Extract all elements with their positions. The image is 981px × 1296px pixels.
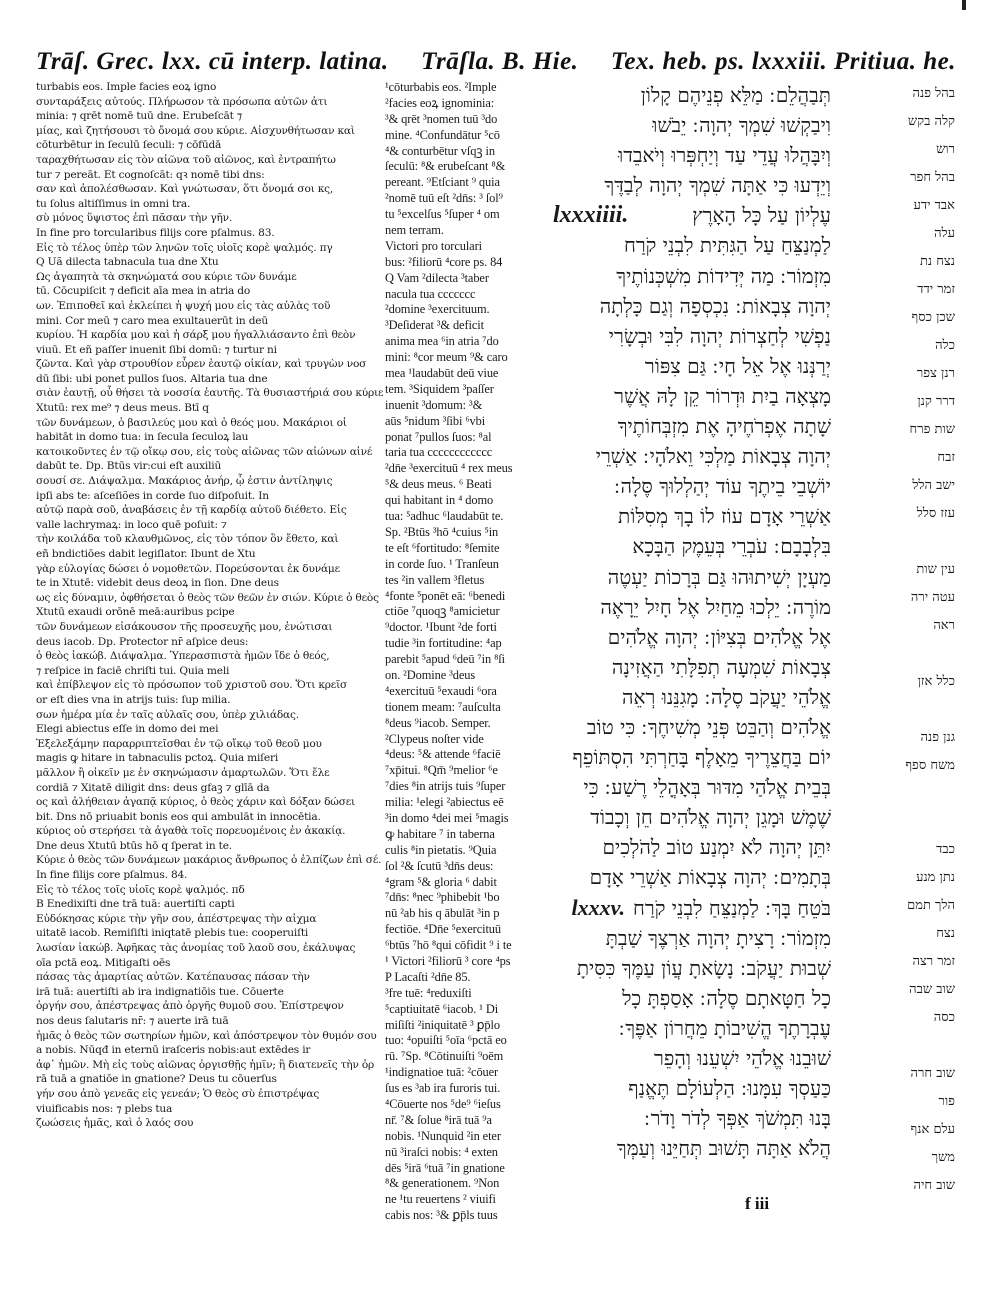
greek-column-line: συνταράξεις αὐτούς. Πλήρωσον τὰ πρόσωπα αὐτῶν ἀτι	[36, 95, 328, 108]
hebrew-root-gloss: פור	[938, 1094, 955, 1109]
greek-column-line: In fine pro torcularibus filijs core pſalmus. 83.	[36, 226, 275, 239]
hebrew-column-line: בְּבֵית אֱלֹהַי מִדּוּר בְּאָהֳלֵי רֶשַׁע ׃ כִּי	[583, 775, 831, 800]
latin-column-line: ²dn̄e ³exercituū ⁴ rex meus	[385, 461, 513, 476]
greek-column-line: σὺ μόνος ὕψιστος ἐπὶ πᾶσαν τὴν γῆν.	[36, 212, 233, 225]
latin-column-line: ſus es ³ab ira furoris tui.	[385, 1081, 501, 1096]
greek-column-line: magis ꝙ hitare in tabnaculis pctoꝝ. Quia miſeri	[36, 752, 279, 765]
latin-column-line: rū. ⁷Sp. ⁸Cōtinuiſti ⁹oēm	[385, 1049, 504, 1064]
latin-column-line: nem terram.	[385, 223, 444, 238]
latin-column-line: pereant. ⁹Etſciant ⁹ quia	[385, 175, 500, 190]
greek-column-line: ὁ θεὸς ἰακώβ. Διάψαλμα. Ὑπερασπιστὰ ἡμῶν ἴδε ὁ θεός,	[36, 650, 330, 663]
hebrew-root-gloss: דרר קנן	[917, 394, 955, 409]
hebrew-column-line: יוֹשְׁבֵי בֵיתֶךָ עוֹד יְהַלְלוּךָ סֶּלָה ׃	[614, 474, 831, 499]
greek-column-line: eñ bndictiōes dabit legiſlator. Ibunt de Xtu	[36, 548, 256, 560]
latin-column-line: ꝙ habitare ⁷ in taberna	[385, 826, 495, 841]
latin-column-line: ²Clypeus noſter vide	[385, 731, 484, 746]
hebrew-root-gloss: גנן פנה	[920, 730, 955, 745]
greek-column-line: ως εἰς δύναμιν, ὀφθήσεται ὁ θεὸς τῶν θεῶν ἐν σιών. Κύριε ὁ θεὸς	[36, 591, 379, 604]
latin-column-line: tu ⁵excelſus ⁵ſuper ⁴ om	[385, 207, 500, 222]
latin-column-title: Trāſla. B. Hie.	[421, 48, 579, 75]
greek-column-line: σαν καὶ ἀπολέσθωσαν. Καὶ γνώτωσαν, ὅτι ὄνομά σοι κς,	[36, 183, 334, 196]
latin-column-line: ⁶btūs ⁷hō ⁸qui cōfidit ⁹ i te	[385, 938, 512, 953]
hebrew-root-gloss: עטה ירה	[910, 590, 955, 605]
latin-column-line: miſiſti ²iniquitatē ³ ꝑp̄lo	[385, 1017, 500, 1032]
greek-column-line: viuū. Et eñ paſſer inuenit ſibi domū: ⁊ turtur ni	[36, 343, 277, 356]
hebrew-column-line: יְהוָה צְבָאוֹת ׃ נִכְסְפָה וְגַם כָּלְתָה	[599, 293, 831, 318]
hebrew-column-line: שׁוּבֵנוּ אֱלֹהֵי יִשְׁעֵנוּ וְהָפֵר	[654, 1046, 831, 1070]
hebrew-column-line: תְּבַהֲלֵם ׃ מַלֵּא פְנֵיהֶם קָלוֹן	[640, 83, 831, 107]
hebrew-root-gloss: שוב חרה	[910, 1066, 955, 1081]
hebrew-column-line: שֶׁמֶשׁ וּמָגֵן יְהוָה אֱלֹהִים חֵן וְכָבוֹד	[590, 805, 831, 830]
greek-column-line: uitatē iacob. Remiſiſti iniqtatē plebis tue: cooperuiſti	[36, 927, 309, 940]
latin-column-line: ¹ Victori ²filiorū ³ core ⁴ps	[385, 953, 511, 968]
page-header	[36, 40, 956, 76]
hebrew-root-gloss: נתן מנע	[916, 870, 955, 885]
greek-column-line: ζῶντα. Καὶ γὰρ στρουθίον εὗρεν ἑαυτῷ οἰκίαν, καὶ τρυγὼν νοσ	[36, 358, 367, 371]
latin-column-line: ⁴& conturbētur vſqꝫ in	[385, 143, 495, 158]
hebrew-column-line: כָל חַטָּאתָם סֶלָה ׃ אָסַפְתָּ כָל	[622, 985, 831, 1010]
greek-column-line: Ως ἀγαπητὰ τὰ σκηνώματά σου κύριε τῶν δυνάμε	[36, 270, 297, 283]
greek-column-line: valle lachrymaꝝ: in loco quē poſuit: ⁊	[36, 518, 227, 531]
greek-column-line: κατοικοῦντες ἐν τῷ οἴκῳ σου, εἰς τοὺς αἰῶνας τῶν αἰώνων αἰνέ	[36, 445, 373, 458]
greek-column-line: Xtutū: rex me⁹ ⁊ deus meus. Btī q	[36, 402, 209, 415]
hebrew-line-text: בֹּטֵחַ בָּךְ ׃ לַמְנַצֵּחַ לִבְנֵי קֹרַח	[633, 895, 831, 920]
greek-column-line: ταραχθήτωσαν εἰς τὸν αἰῶνα τοῦ αἰῶνος, καὶ ἐντραπήτω	[36, 153, 336, 166]
greek-column-line: τῶν δυνάμεων εἰσάκουσον τῆς προσευχῆς μου, ἐνώτισαι	[36, 620, 333, 633]
hebrew-column-line: לַמְנַצֵּחַ עַל הַגִּתִּית לִבְנֵי קֹרַח	[624, 233, 831, 258]
hebrew-column-line: מִזְמוֹר ׃ רָצִיתָ יְהוָה אַרְצֶךָ שַׁבְתָּ	[605, 925, 831, 950]
latin-column-line: ne ¹tu reuertens ² viuifi	[385, 1192, 496, 1207]
hebrew-column-line: מָצְאָה בַיִת וּדְרוֹר קֵן לָהּ אֲשֶׁר	[614, 383, 831, 408]
greek-column-line: πάσας τὰς ἁμαρτίας αὐτῶν. Κατέπαυσας πάσαν τὴν	[36, 971, 310, 984]
latin-column-line: ⁷dn̄s: ⁸nec ⁹phibebit ¹bo	[385, 890, 500, 905]
greek-column-line: αὐτῷ παρὰ σοῦ, ἀναβάσεις ἐν τῇ καρδίᾳ αὐτοῦ διέθετο. Εἰς	[36, 504, 347, 517]
greek-column-line: σουσί σε. Διάψαλμα. Μακάριος ἀνήρ, ᾧ ἐστιν ἀντίληψις	[36, 475, 333, 488]
greek-column-line: σων ἡμέρα μία ἐν ταῖς αὐλαῖς σου, ὑπὲρ χιλιάδας.	[36, 708, 299, 721]
hebrew-root-gloss: זמר ידד	[917, 282, 955, 297]
hebrew-column-line: אַשְׁרֵי אָדָם עוֹז לוֹ בָךְ מְסִלּוֹת	[618, 504, 831, 529]
greek-column-line: minia: ⁊ qrēt nomē tuū dne. Erubeſcāt ⁊	[36, 110, 242, 123]
latin-column-line: anima mea ⁶in atria ⁷do	[385, 334, 499, 349]
greek-column-line: μᾶλλον ἢ οἰκεῖν με ἐν σκηνώμασιν ἁμαρτωλῶν. Ὅτι ἔλε	[36, 766, 330, 779]
latin-column-line: tionem meam: ⁷auſculta	[385, 699, 501, 714]
hebrew-column-line: שְׁבוּת יַעֲקֹב ׃ נָשָׂאתָ עֲוֹן עַמֶּךָ כִּסִּיתָ	[576, 955, 831, 980]
latin-column-line: mea ¹laudabūt deū viue	[385, 366, 499, 381]
latin-column-line: cabis nos: ³& ꝑp̄ls tuus	[385, 1208, 498, 1223]
latin-column-line: ³fre tuē: ⁴reduxiſti	[385, 985, 472, 1000]
greek-column-line: κυρίου. Ἡ καρδία μου καὶ ἡ σάρξ μου ἠγαλλιάσαντο ἐπὶ θεὸν	[36, 329, 356, 342]
greek-column-line: Κύριε ὁ θεὸς τῶν δυνάμεων μακάριος ἄνθρωπος ὁ ἐλπίζων ἐπὶ σέ.	[36, 854, 382, 867]
hebrew-root-gloss: הלך תמם	[907, 898, 955, 913]
hebrew-column-line: עֶבְרָתֶךָ הֱשִׁיבוֹתָ מֵחֲרוֹן אַפֶּךָ ׃	[618, 1015, 831, 1040]
hebrew-root-gloss: שוב חיה	[913, 1178, 955, 1193]
hebrew-root-gloss: בהל פנה	[912, 86, 955, 101]
hebrew-root-gloss	[835, 696, 955, 724]
hebrew-column-line: הֲלֹא אַתָּה תָּשׁוּב תְּחַיֵּנוּ וְעַמְּךָ	[616, 1136, 831, 1161]
latin-column-line: ²nomē tuū eſt ²dn̄s: ³ ſol⁹	[385, 191, 503, 206]
greek-column-line: turbabis eos. Imple facies eoꝝ igno	[36, 81, 217, 93]
hebrew-column-title: Tex. heb. ps. lxxxiii. Pritiua. he.	[610, 48, 956, 75]
latin-column-line: ſol ²& ſcutū ³dn̄s deus:	[385, 858, 494, 873]
latin-column-line: ²domine ³exercituum.	[385, 302, 490, 317]
latin-column-line: ⁴fonte ⁵ponēt eā: ⁶benedi	[385, 588, 506, 603]
greek-column-line: cordiā ⁊ Xitatē diligit dns: deus gfaꝫ ⁊ glīā da	[36, 781, 270, 794]
hebrew-column-line: צְבָאוֹת שִׁמְעָה תְפִלָּתִי הַאֲזִינָה	[611, 654, 831, 679]
greek-latin-interlinear-column	[36, 80, 384, 1210]
greek-column-title: Trāſ. Grec. lxx. cū interp. latina.	[36, 48, 389, 75]
hebrew-root-gloss: משך	[931, 1150, 955, 1165]
latin-column-line: tem. ³Siquidem ³paſſer	[385, 381, 494, 396]
latin-column-line: tuo: ⁴opuiſti ⁵oīa ⁶pctā eo	[385, 1033, 507, 1048]
latin-column-line: ¹indignatioe tuā: ²cōuer	[385, 1065, 499, 1080]
greek-column-line: ος καὶ ἀλήθειαν ἀγαπᾷ κύριος, ὁ θεὸς χάριν καὶ δόξαν δώσει	[36, 796, 355, 809]
greek-column-line: B Enedixiſti dne trā tuā: auertiſti capti	[36, 898, 235, 911]
greek-column-line: λωσίαν ἰακώβ. Ἀφῆκας τὰς ἀνομίας τοῦ λαοῦ σου, ἐκάλυψας	[36, 942, 356, 955]
hebrew-column-line: וְיֵדְעוּ כִּי אַתָּה שִׁמְךָ יְהוָה לְבַדֶּךָ	[604, 173, 831, 198]
latin-column-line: ³& qrēt ³nomen tuū ³do	[385, 111, 498, 126]
hebrew-root-gloss: שכן כסף	[911, 310, 955, 325]
greek-column-line: irā tuā: auertiſti ab ira indignatiōis tue. Cōuerte	[36, 985, 284, 998]
greek-column-line: Dne deus Xtutū btūs hō q ſperat in te.	[36, 839, 232, 852]
hebrew-column-line: שָׁתָה אֶפְרֹחֶיהָ אֶת מִזְבְּחוֹתֶיךָ	[617, 414, 831, 439]
latin-column-line: ¹cōturbabis eos. ²Imple	[385, 80, 497, 94]
hebrew-root-gloss: נצח	[936, 926, 955, 941]
latin-column-line: Victori pro torculari	[385, 238, 482, 253]
hebrew-root-gloss: כבד	[936, 842, 955, 857]
latin-column-line: ctiōe ⁷quoqꝫ ⁸amicietur	[385, 604, 500, 619]
hebrew-root-gloss	[835, 528, 955, 556]
greek-column-line: mini. Cor meū ⁊ caro mea exultauerūt in deū	[36, 314, 268, 327]
latin-column-line: nobis. ¹Nunquid ²in eter	[385, 1128, 501, 1143]
hebrew-root-gloss: שות פרח	[909, 422, 955, 437]
hebrew-root-gloss: עלם אנף	[910, 1122, 955, 1137]
hebrew-column-line	[553, 893, 831, 923]
greek-column-line: ων. Ἐπιποθεῖ καὶ ἐκλείπει ἡ ψυχή μου εἰς τὰς αὐλὰς τοῦ	[36, 299, 331, 312]
greek-column-line: habitāt in domo tua: in ſecula ſeculoꝝ lau	[36, 431, 249, 444]
latin-column-line: ⁷dies ⁸in atrijs tuis ⁹ſuper	[385, 779, 506, 794]
latin-column-line: nacula tua ccccccc	[385, 286, 476, 301]
psalm-number-83: lxxxiiii.	[553, 202, 629, 229]
latin-column-line: ⁸& generationem. ⁹Non	[385, 1176, 500, 1191]
latin-column-line: fectiōe. ⁴Dn̄e ⁵exercituū	[385, 922, 501, 937]
greek-column-line: ipſi abs te: aſceſiões in corde ſuo diſpoſuit. In	[36, 489, 269, 502]
latin-column-line: mine. ⁴Confundātur ⁵cō	[385, 127, 500, 142]
greek-column-line: dabūt te. Dp. Btūs vir:cui eſt auxiliū	[36, 460, 222, 473]
greek-column-line: τὴν κοιλάδα τοῦ κλαυθμῶνος, εἰς τὸν τόπον ὃν ἔθετο, καὶ	[36, 533, 339, 546]
greek-column-line: ζωώσεις ἡμᾶς, καὶ ὁ λαός σου	[36, 1117, 194, 1130]
greek-column-line: Elegi abiectus eſſe in domo dei mei	[36, 723, 219, 736]
latin-column-line: te eſt ⁶fortitudo: ⁸ſemite	[385, 540, 500, 555]
latin-column-line: mini: ⁸cor meum ⁹& caro	[385, 350, 508, 365]
greek-column-line: nos deus ſalutaris nr̄: ⁊ auerte irā tuā	[36, 1015, 229, 1027]
greek-column-line: oīa pctā eoꝝ. Mitigaſti oēs	[36, 956, 171, 969]
greek-column-line: viuificabis nos: ⁊ plebs tua	[36, 1102, 173, 1115]
hebrew-root-gloss: משח ספף	[905, 758, 955, 773]
greek-column-line: te in Xtutē: videbit deus deoꝝ in ſion. Dne deus	[36, 577, 279, 590]
hebrew-root-gloss: ראה	[933, 618, 955, 633]
latin-column-line: ³Deſiderat ³& deficit	[385, 318, 484, 333]
latin-column-line: ⁵& deus meus. ⁶ Beati	[385, 477, 492, 492]
hebrew-column-line: וִיבַקְשׁוּ שִׁמְךָ יְהוָה ׃ יֵבֹשׁוּ	[652, 113, 831, 138]
hebrew-root-gloss: כלל אזן	[917, 674, 955, 689]
hebrew-root-gloss: כלה	[935, 338, 955, 353]
latin-column-line: ⁴exercituū ⁵exaudi ⁶ora	[385, 683, 497, 698]
hebrew-column-line: אֱלֹהֵי יַעֲקֹב סֶלָה ׃ מָגִנֵּנוּ רְאֵה	[622, 684, 831, 709]
hebrew-column-line: מוֹרֶה ׃ יֵלְכוּ מֵחַיִל אֶל חָיִל יֵרָאֶה	[600, 594, 831, 619]
greek-column-line: tu ſolus altiſſimus in omni tra.	[36, 197, 191, 210]
latin-column-line: inuenit ³domum: ³&	[385, 397, 483, 412]
greek-column-line: ὀργήν σου, ἀπέστρεψας ἀπὸ ὀργῆς θυμοῦ σου. Ἐπίστρεψον	[36, 1000, 344, 1013]
hebrew-column-line: מַעְיָן יְשִׁיתוּהוּ גַּם בְּרָכוֹת יַעְטֶה	[607, 564, 831, 589]
hebrew-root-gloss: אבד ידע	[913, 198, 955, 213]
hebrew-root-gloss: שוב שבה	[909, 982, 955, 997]
greek-column-line: Xtutū exaudi orōnē meā:auribus pcipe	[36, 606, 235, 619]
hebrew-root-gloss	[835, 1032, 955, 1060]
hebrew-root-gloss: עלה	[934, 226, 955, 241]
greek-column-line: bit. Dns nō priuabit bonis eos qui ambulāt in innocētia.	[36, 810, 321, 823]
hebrew-column-line: בִּלְבָבָם ׃ עֹבְרֵי בְּעֵמֶק הַבָּכָא	[632, 534, 831, 559]
hebrew-column-line	[553, 200, 831, 230]
latin-column-line: milia: ¹elegi ²abiectus eē	[385, 795, 504, 810]
greek-column-line: cōturbētur in ſeculū ſeculi: ⁊ cōfūdā	[36, 139, 222, 152]
greek-column-line: tū. Cōcupiſcit ⁊ deficit aīa mea in atria do	[36, 285, 251, 298]
latin-column-line: parebit ⁵apud ⁶deū ⁷in ⁸ſi	[385, 652, 505, 667]
hebrew-column-line: נַפְשִׁי לְחַצְרוֹת יְהוָה לִבִּי וּבְשָׂרִי	[608, 323, 831, 348]
greek-column-line: ἀφ᾽ ἡμῶν. Μὴ εἰς τοὺς αἰῶνας ὀργισθῇς ἡμῖν; ἢ διατενεῖς τὴν ὀρ	[36, 1058, 375, 1071]
latin-column-line: taria tua cccccccccccc	[385, 445, 493, 460]
latin-column-line: tua: ⁵adhuc ⁶laudabūt te.	[385, 509, 504, 524]
greek-column-line: rā tuā a gnatiōe in gnatione? Deus tu cōuerſus	[36, 1073, 277, 1086]
hebrew-column-line: וְיִבָּהֲלוּ עֲדֵי עַד וְיַחְפְּרוּ וְיֹאבֵדוּ	[618, 143, 831, 168]
hebrew-line-text: עֶלְיוֹן עַל כָּל הָאָרֶץ	[692, 203, 831, 228]
greek-column-line: σιὰν ἑαυτῇ, οὗ θήσει τὰ νοσσία ἑαυτῆς. Τὰ θυσιαστήριά σου κύριε	[36, 387, 384, 400]
latin-column-line: nū ²ab his q ābulāt ³in p	[385, 906, 500, 921]
greek-column-line: Εἰς τὸ τέλος τοῖς υἱοῖς κορὲ ψαλμός. πδ	[36, 883, 245, 896]
latin-column-line: ⁸deus ⁹iacob. Semper.	[385, 715, 491, 730]
jerome-latin-column	[385, 80, 543, 1223]
hebrew-root-gloss: עין שות	[916, 562, 955, 577]
hebrew-column-line: יְרַנְּנוּ אֶל אֵל חָי ׃ גַּם צִפּוֹר	[644, 353, 831, 378]
latin-column-line: Sp. ²Btūs ³hō ⁴cuius ⁵in	[385, 524, 499, 539]
greek-column-line: κύριος οὐ στερήσει τὰ ἀγαθὰ τοῖς πορευομένοις ἐν ἀκακίᾳ.	[36, 825, 346, 838]
latin-column-line: ⁷xp̄itui. ⁸Qm̄ ⁹melior ⁶e	[385, 763, 498, 778]
latin-column-line: in corde ſuo. ¹ Tranſeun	[385, 556, 499, 571]
latin-column-line: ⁴deus: ⁵& attende ⁶faciē	[385, 747, 501, 762]
latin-column-line: dēs ⁵irā ⁶tuā ⁷in gnatione	[385, 1160, 505, 1175]
latin-column-line: nr̄. ⁷& ſolue ⁸irā tuā ⁹a	[385, 1112, 492, 1127]
hebrew-roots-column	[835, 80, 955, 1210]
latin-column-line: tes ²in vallem ³fletus	[385, 572, 485, 587]
latin-column-line: ⁴Cōuerte nos ⁵de⁹ ⁶ieſus	[385, 1097, 501, 1111]
latin-column-line: ſeculū: ⁸& erubeſcant ⁸&	[385, 159, 506, 174]
greek-column-line: Ἐξελεξάμην παραρριπτεῖσθαι ἐν τῷ οἴκῳ τοῦ θεοῦ μου	[36, 737, 322, 750]
folio-signature: f iii	[745, 1194, 770, 1213]
hebrew-root-gloss: רנן צפר	[916, 366, 955, 381]
latin-column-line: ⁴gram ⁵& gloria ⁶ dabit	[385, 874, 497, 889]
hebrew-column-line: בָּנוּ תִּמְשֹׁךְ אַפְּךָ לְדֹר וָדֹר ׃	[644, 1106, 831, 1131]
latin-column-line: ⁹doctor. ¹Ibunt ²de forti	[385, 620, 497, 635]
hebrew-root-gloss: זבח	[937, 450, 955, 465]
hebrew-column-line: יְהוָה צְבָאוֹת מַלְכִּי וֵאלֹהָי ׃ אַשְׁרֵי	[595, 444, 831, 469]
latin-column-line: nū ³iraſci nobis: ⁴ exten	[385, 1144, 498, 1159]
hebrew-root-gloss: נצח נת	[919, 254, 955, 269]
greek-column-line: or eſt dies vna in atrijs tuis: ſup milia.	[36, 693, 231, 706]
greek-column-line: γὰρ εὐλογίας δώσει ὁ νομοθετῶν. Πορεύσονται ἐκ δυνάμε	[36, 562, 340, 575]
greek-column-line: μίας, καὶ ζητήσουσι τὸ ὄνομά σου κύριε. Αἰσχυνθήτωσαν καὶ	[36, 124, 355, 137]
greek-column-line: tur ⁊ pereāt. Et cognoſcāt: qꝛ nomē tibi dns:	[36, 168, 265, 181]
hebrew-root-gloss: כסה	[933, 1010, 955, 1025]
latin-column-line: aūs ⁵nidum ³ſibi ⁶vbi	[385, 413, 486, 428]
hebrew-root-gloss	[835, 780, 955, 808]
hebrew-root-gloss: רוש	[936, 142, 955, 157]
latin-column-line: qui habitant in ⁴ domo	[385, 493, 494, 508]
latin-column-line: tudie ³in fortitudine: ⁴ap	[385, 636, 502, 651]
greek-column-line: καὶ ἐπίβλεψον εἰς τὸ πρόσωπον τοῦ χριστοῦ σου. Ὅτι κρεῖσ	[36, 679, 348, 692]
greek-column-line: τῶν δυνάμεων, ὁ βασιλεύς μου καὶ ὁ θεός μου. Μακάριοι οἱ	[36, 416, 347, 429]
hebrew-column-line: אֶל אֱלֹהִים בְּצִיּוֹן ׃ יְהוָה אֱלֹהִים	[607, 624, 831, 649]
greek-column-line: In fine filijs core pſalmus. 84.	[36, 869, 188, 882]
latin-column-line: culis ⁸in pietatis. ⁹Quia	[385, 842, 497, 857]
hebrew-text-column	[553, 80, 831, 1210]
latin-column-line: ⁵captiuitatē ⁶iacob. ¹ Di	[385, 1001, 499, 1016]
hebrew-column-line: יִתֵּן יְהוָה לֹא יִמְנַע טוֹב לַהֹלְכִים	[602, 835, 831, 860]
hebrew-column-line: יוֹם בַּחֲצֵרֶיךָ מֵאָלֶף בָּחַרְתִּי הִסְתּוֹפֵף	[572, 745, 831, 770]
greek-column-line: ἡμᾶς ὁ θεὸς τῶν σωτηρίων ἡμῶν, καὶ ἀπόστρεψον τὸν θυμόν σου	[36, 1029, 377, 1042]
hebrew-root-gloss: בהל חפר	[910, 170, 955, 185]
hebrew-column-line: בְּתָמִים ׃ יְהוָה צְבָאוֹת אַשְׁרֵי אָדָם	[589, 865, 831, 890]
greek-column-line: γήν σου ἀπὸ γενεᾶς εἰς γενεάν; Ὁ θεὸς σὺ ἐπιστρέψας	[36, 1087, 320, 1100]
greek-column-line: Εἰς τὸ τέλος ὑπὲρ τῶν ληνῶν τοῖς υἱοῖς κορὲ ψαλμός. πγ	[36, 241, 333, 254]
psalm-number-84: lxxxv.	[571, 894, 626, 920]
latin-column-line: ³in domo ⁴dei mei ⁵magis	[385, 810, 509, 825]
hebrew-root-gloss	[835, 640, 955, 668]
hebrew-column-line: כַּעַסְךָ עִמָּנוּ ׃ הַלְעוֹלָם תֶּאֱנַף	[628, 1076, 831, 1101]
latin-column-line: on. ²Domine ³deus	[385, 667, 476, 682]
greek-column-line: deus iacob. Dp. Protector nr̄ aſpice deus:	[36, 635, 249, 648]
hebrew-column-line: מִזְמוֹר ׃ מַה יְּדִידוֹת מִשְׁכְּנוֹתֶיךָ	[616, 263, 831, 288]
latin-column-line: bus: ²filiorū ⁴core ps. 84	[385, 254, 503, 269]
hebrew-root-gloss: קלה בקש	[907, 114, 955, 129]
hebrew-root-gloss: זמר רצה	[912, 954, 955, 969]
greek-column-line: Εὐδόκησας κύριε τὴν γῆν σου, ἀπέστρεψας τὴν αἰχμα	[36, 912, 317, 925]
latin-column-line: ponat ⁷pullos ſuos: ⁸al	[385, 429, 492, 444]
greek-column-line: dū ſibi: ubi ponet pullos ſuos. Altaria tua dne	[36, 372, 268, 385]
greek-column-line: Q Uã dilecta tabnacula tua dne Xtu	[36, 256, 219, 269]
latin-column-line: ²facies eoꝝ ignominia:	[385, 95, 495, 110]
hebrew-root-gloss	[835, 808, 955, 836]
latin-column-line: Q Vam ²dilecta ³taber	[385, 270, 489, 285]
greek-column-line: ⁊ reſpice in faciē chriſti tui. Quia meli	[36, 664, 230, 677]
hebrew-root-gloss: עזז סלל	[916, 506, 955, 521]
corner-mark	[962, 0, 966, 10]
greek-column-line: a nobis. Nūqđ in eternū iraſceris nobis:aut extēdes ir	[36, 1044, 311, 1057]
hebrew-root-gloss: ישב הלל	[912, 478, 955, 493]
hebrew-column-line: אֱלֹהִים וְהַבֵּט פְּנֵי מְשִׁיחֶךָ ׃ כִּי טוֹב	[586, 714, 831, 739]
latin-column-line: P Lacaſti ²dn̄e 85.	[385, 969, 471, 984]
